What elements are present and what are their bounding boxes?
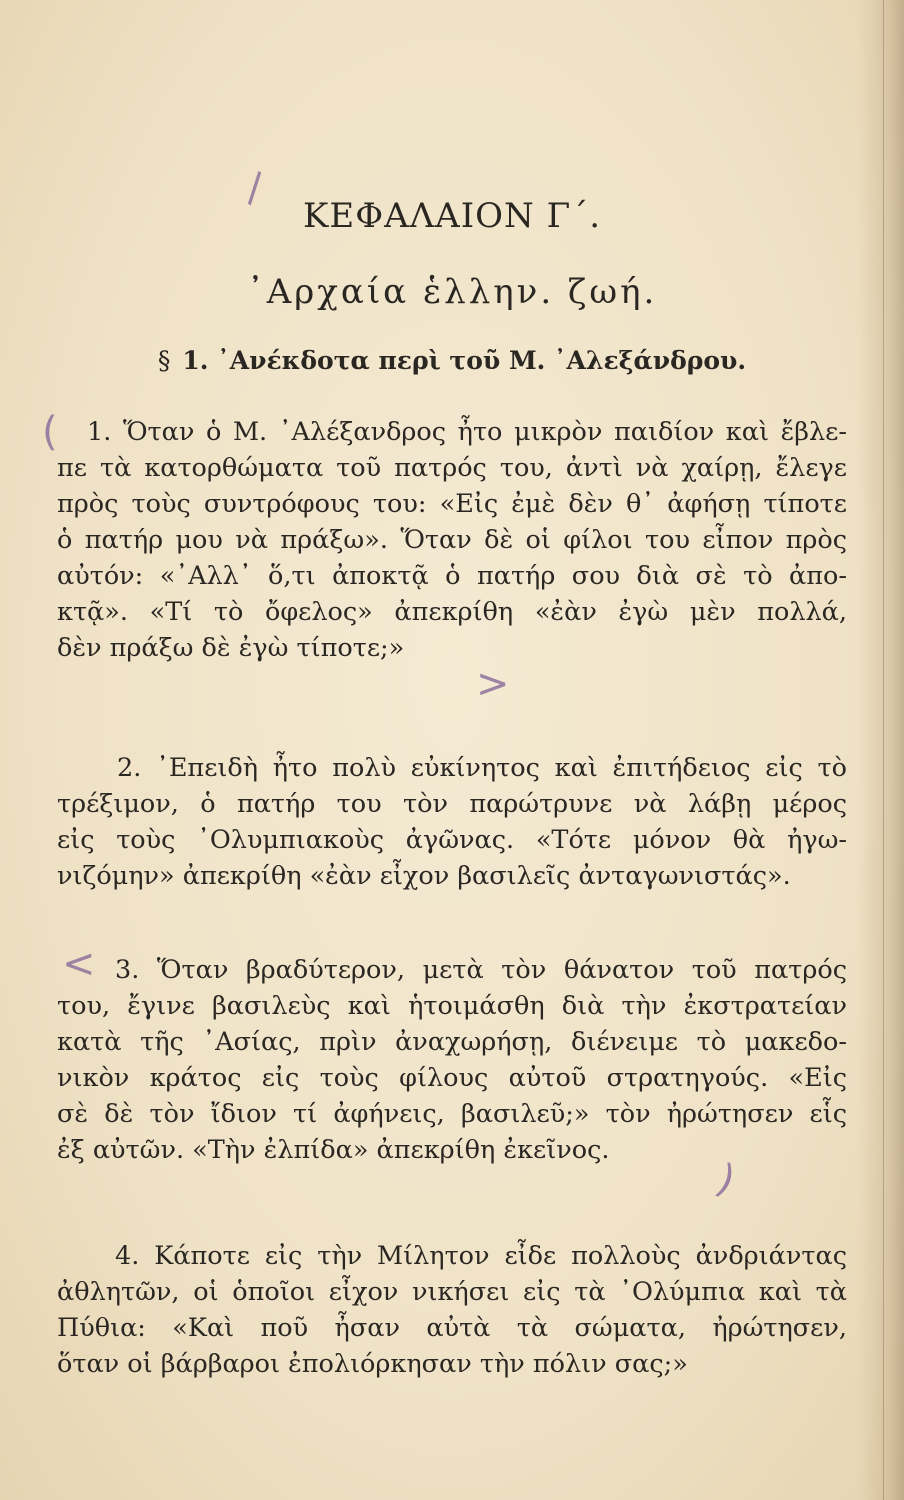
text-line: πρὸς τοὺς συντρόφους του: «Εἰς ἐμὲ δὲν θ᾿ ἀφήσῃ τίποτε bbox=[57, 489, 847, 519]
pencil-caret-mark: ) bbox=[710, 1155, 742, 1205]
text-line: κτᾷ». «Τί τὸ ὄφελος» ἀπεκρίθη «ἐὰν ἐγὼ μὲν πολλά, bbox=[57, 597, 847, 627]
paragraph-2 bbox=[57, 750, 847, 894]
text-line: ἐξ αὐτῶν. «Τὴν ἐλπίδα» ἀπεκρίθη ἐκεῖνος. bbox=[57, 1135, 610, 1165]
text-line: τρέξιμον, ὁ πατήρ του τὸν παρώτρυνε νὰ λάβῃ μέρος bbox=[57, 789, 847, 819]
section-heading-text: 1. ᾿Ανέκδοτα περὶ τοῦ Μ. ᾿Αλεξάνδρου. bbox=[182, 346, 747, 375]
text-line: ὁ πατήρ μου νὰ πράξω». Ὅταν δὲ οἱ φίλοι του εἶπον πρὸς bbox=[57, 525, 847, 555]
text-line: ἀθλητῶν, οἱ ὁποῖοι εἶχον νικήσει εἰς τὰ ᾿Ολύμπια καὶ τὰ bbox=[57, 1277, 847, 1307]
text-line: 2. ᾿Επειδὴ ἦτο πολὺ εὐκίνητος καὶ ἐπιτήδειος εἰς τὸ bbox=[117, 753, 847, 783]
chapter-subtitle: ᾿Αρχαία ἑλλην. ζωή. bbox=[246, 272, 658, 312]
text-line: νικὸν κράτος εἰς τοὺς φίλους αὐτοῦ στρατηγούς. «Εἰς bbox=[57, 1063, 847, 1093]
text-line: πε τὰ κατορθώματα τοῦ πατρός του, ἀντὶ νὰ χαίρῃ, ἔλεγε bbox=[57, 453, 847, 483]
pencil-caret-mark: < bbox=[62, 941, 96, 987]
pencil-caret-mark: > bbox=[476, 661, 510, 707]
text-line: Πύθια: «Καὶ ποῦ ἦσαν αὐτὰ τὰ σώματα, ἠρώτησεν, bbox=[57, 1313, 847, 1343]
text-line: αὐτόν: «᾿Αλλ᾿ ὅ,τι ἀποκτᾷ ὁ πατήρ σου διὰ σὲ τὸ ἀπο- bbox=[57, 561, 847, 591]
paragraph-1 bbox=[57, 414, 847, 666]
text-line: ὅταν οἱ βάρβαροι ἐπολιόρκησαν τὴν πόλιν σας;» bbox=[57, 1349, 688, 1379]
pencil-bracket-mark: ( bbox=[42, 409, 58, 455]
paragraph-3 bbox=[57, 952, 847, 1168]
text-line: 1. Ὅταν ὁ Μ. ᾿Αλέξανδρος ἦτο μικρὸν παιδίον καὶ ἔβλε- bbox=[87, 417, 847, 447]
chapter-title: ΚΕΦΑΛΑΙΟΝ Γ΄. bbox=[302, 196, 601, 236]
pencil-check-mark: \ bbox=[236, 165, 274, 211]
text-line: εἰς τοὺς ᾿Ολυμπιακοὺς ἀγῶνας. «Τότε μόνον θὰ ἠγω- bbox=[57, 825, 847, 855]
text-line: νιζόμην» ἀπεκρίθη «ἐὰν εἶχον βασιλεῖς ἀνταγωνιστάς». bbox=[57, 861, 791, 891]
text-line: 3. Ὅταν βραδύτερον, μετὰ τὸν θάνατον τοῦ πατρός bbox=[115, 955, 847, 985]
paragraph-4 bbox=[57, 1238, 847, 1382]
section-heading bbox=[0, 346, 904, 375]
text-line: του, ἔγινε βασιλεὺς καὶ ἡτοιμάσθη διὰ τὴν ἐκστρατείαν bbox=[57, 991, 847, 1021]
section-sign: § bbox=[157, 346, 171, 375]
text-line: δὲν πράξω δὲ ἐγὼ τίποτε;» bbox=[57, 633, 405, 663]
text-line: κατὰ τῆς ᾿Ασίας, πρὶν ἀναχωρήσῃ, διένειμε τὸ μακεδο- bbox=[57, 1027, 847, 1057]
text-line: σὲ δὲ τὸν ἴδιον τί ἀφήνεις, βασιλεῦ;» τὸν ἠρώτησεν εἷς bbox=[57, 1099, 847, 1129]
text-line: 4. Κάποτε εἰς τὴν Μίλητον εἶδε πολλοὺς ἀνδριάντας bbox=[115, 1241, 847, 1271]
